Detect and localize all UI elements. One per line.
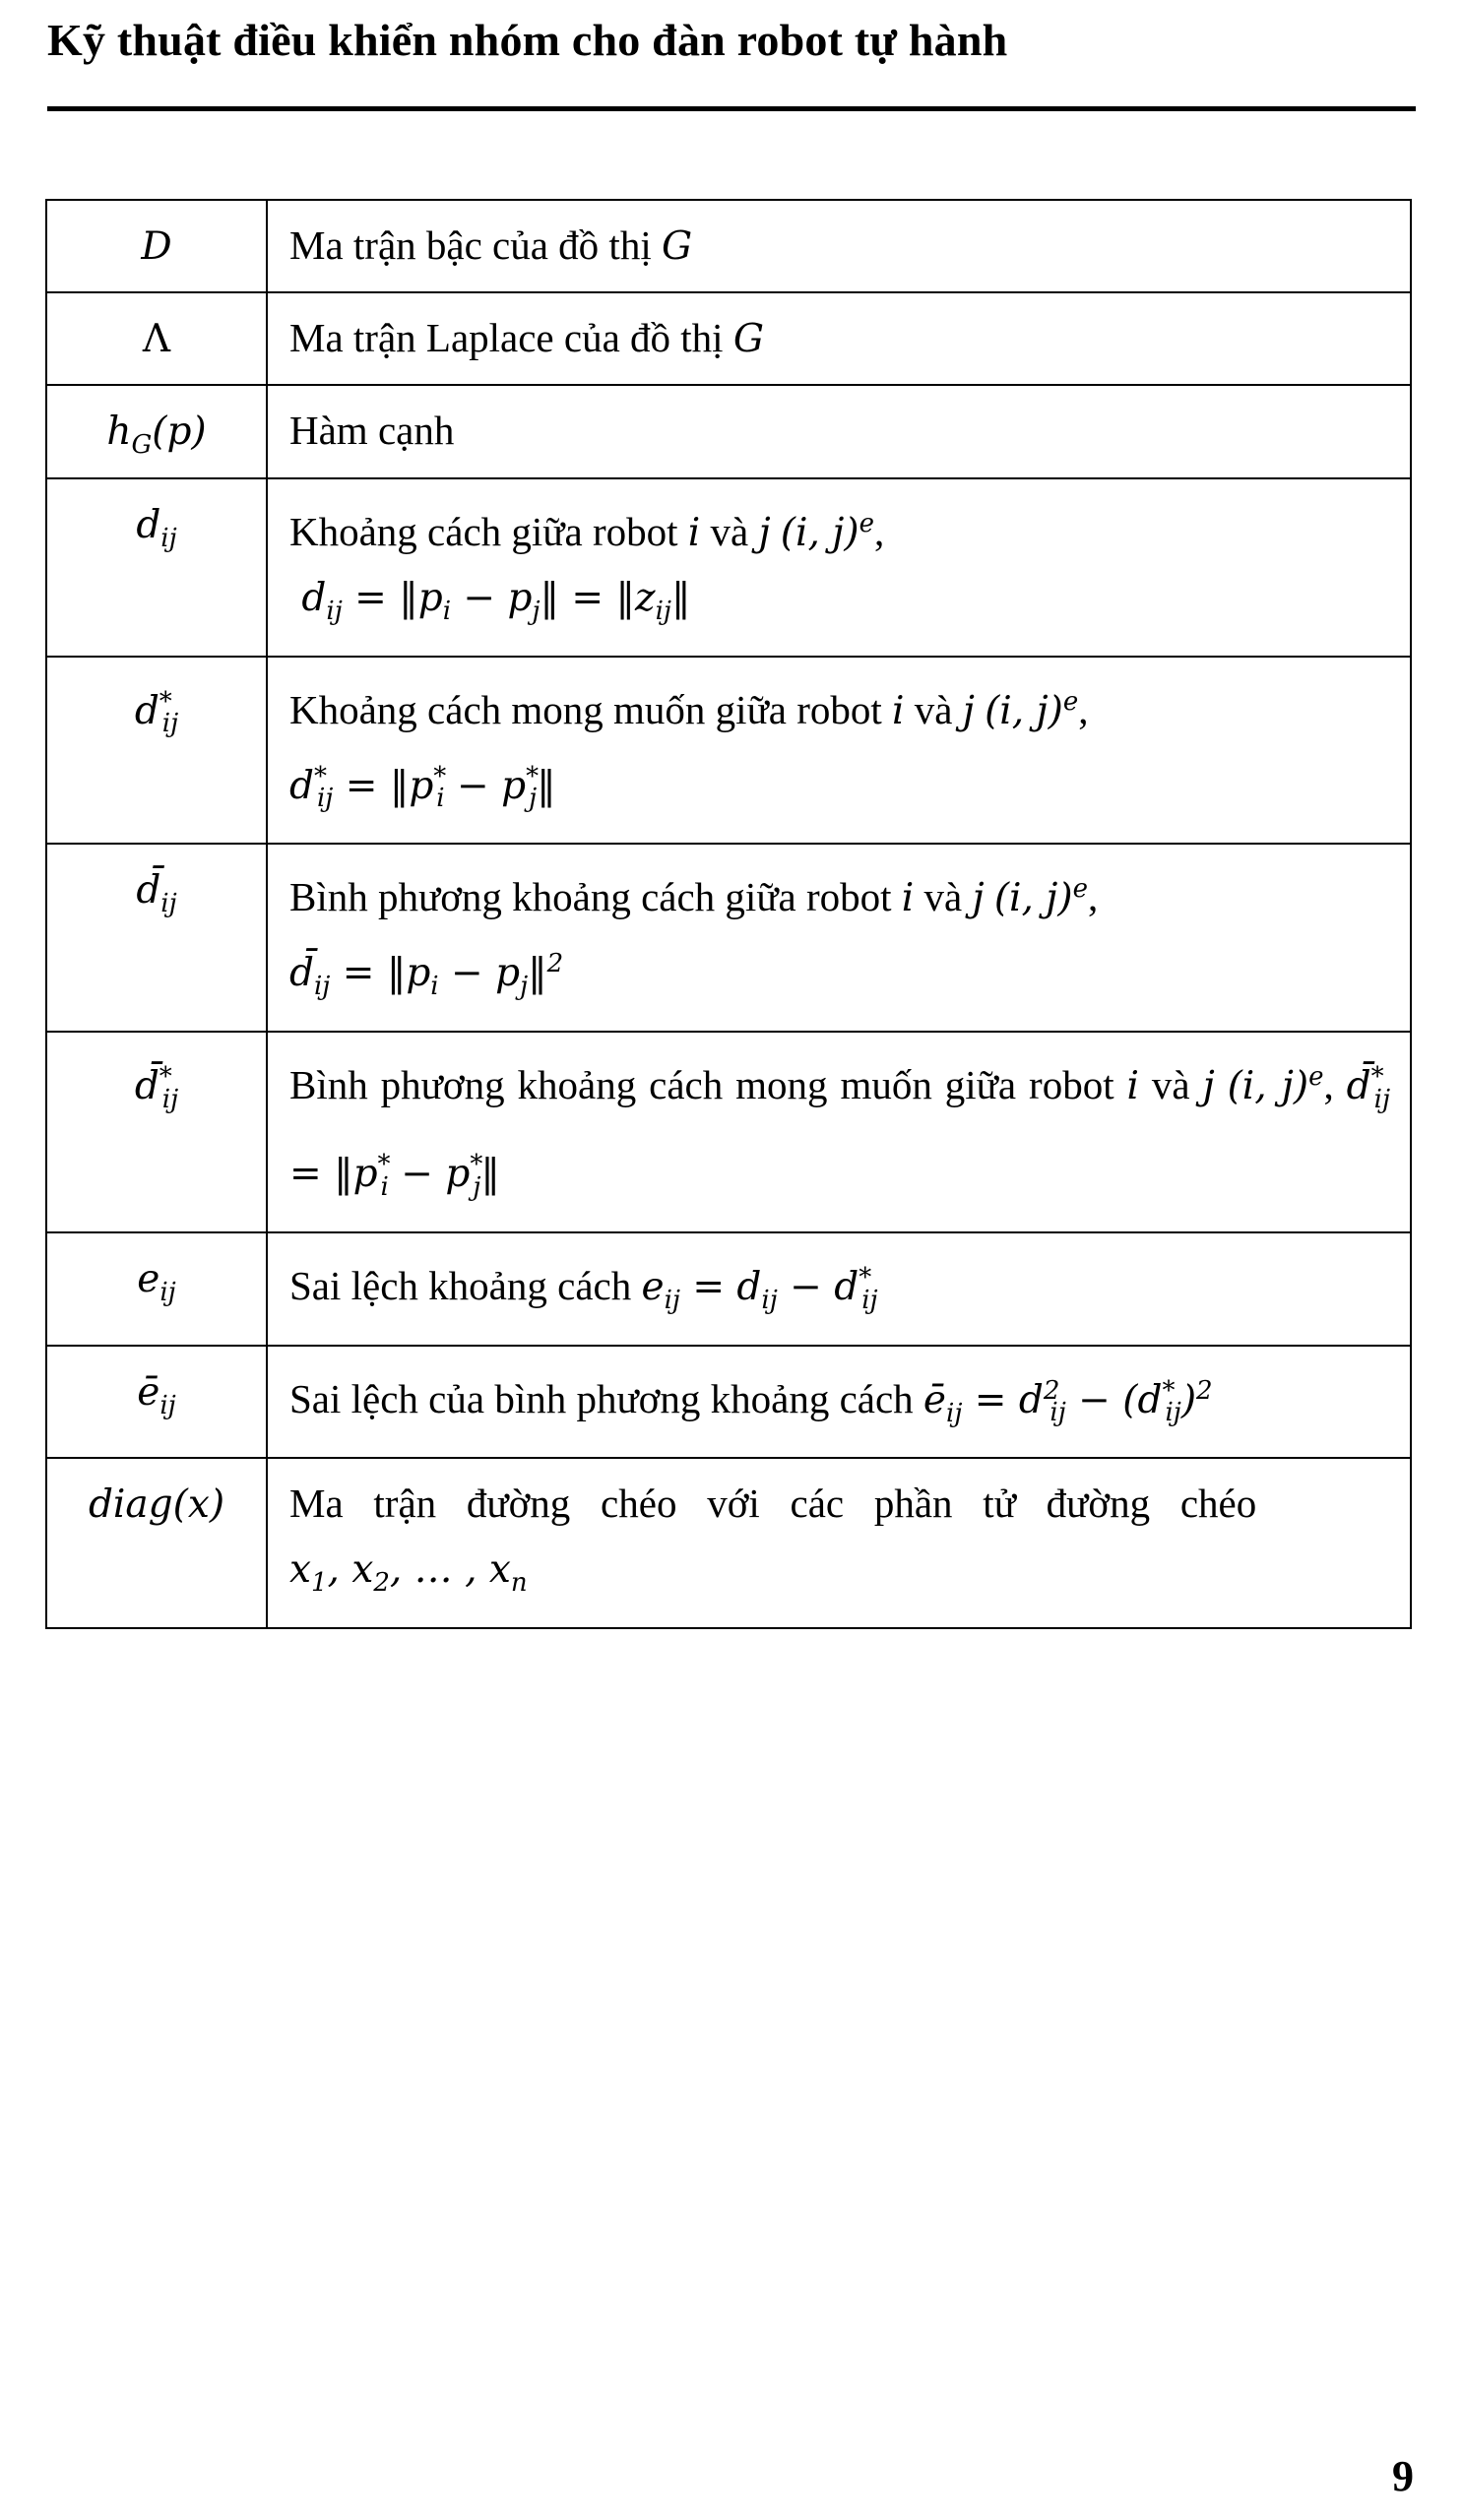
symbol-cell: $d_{ij}$: [46, 478, 267, 657]
table-row: [46, 1346, 1411, 1459]
description-cell: Khoảng cách giữa robot i và j (i, j)$^e$, $d_{ij}$ = $‖p_i$ − $p_j‖$ = $‖z_{ij}‖$: [267, 478, 1411, 657]
description-cell: Sai lệch khoảng cách $e_{ij} = d_{ij} - d^*_{ij}$: [267, 1232, 1411, 1346]
description-cell: Khoảng cách mong muốn giữa robot i và j (i, j)$^e$, $d^*_{ij}$ = $‖p^*_i$ − $p^*_j‖$: [267, 657, 1411, 845]
description-cell: Ma trận bậc của đồ thị G: [267, 200, 1411, 292]
description-cell: Sai lệch của bình phương khoảng cách $ē_{ij} = d^2_{ij} - (d^*_{ij})^2$: [267, 1346, 1411, 1459]
symbol-cell: $d^*_{ij}$: [46, 657, 267, 845]
description-cell: Ma trận đường chéo với các phần tử đường chéo $x_1$, $x_2$, … , $x_n$: [267, 1458, 1411, 1628]
symbol-cell: Λ: [46, 292, 267, 385]
table-row: [46, 844, 1411, 1032]
table-row: [46, 657, 1411, 845]
table-row: [46, 385, 1411, 478]
page-number: 9: [1392, 2452, 1414, 2500]
symbol-cell: $h_G(p)$: [46, 385, 267, 478]
table-row: [46, 200, 1411, 292]
symbol-cell: D: [46, 200, 267, 292]
table-row: [46, 478, 1411, 657]
description-cell: Hàm cạnh: [267, 385, 1411, 478]
header-rule: [47, 106, 1416, 111]
description-cell: Ma trận Laplace của đồ thị G: [267, 292, 1411, 385]
symbol-cell: $d̄^*_{ij}$: [46, 1032, 267, 1232]
running-header: Kỹ thuật điều khiển nhóm cho đàn robot tự hành: [47, 15, 1008, 65]
symbol-table: [45, 199, 1412, 1629]
symbol-cell: diag(x): [46, 1458, 267, 1628]
description-cell: Bình phương khoảng cách giữa robot i và j (i, j)$^e$, $d̄_{ij}$ = $‖p_i$ − $p_j‖^2$: [267, 844, 1411, 1032]
table-row: [46, 1232, 1411, 1346]
table-row: [46, 1032, 1411, 1232]
symbol-cell: $e_{ij}$: [46, 1232, 267, 1346]
symbol-cell: $d̄_{ij}$: [46, 844, 267, 1032]
table-row: [46, 292, 1411, 385]
description-cell: Bình phương khoảng cách mong muốn giữa robot i và j (i, j)$^e$, $d̄^*_{ij}$ = $‖p^*_i$ − $p^*_j‖$: [267, 1032, 1411, 1232]
symbol-cell: $ē_{ij}$: [46, 1346, 267, 1459]
table-row: [46, 1458, 1411, 1628]
